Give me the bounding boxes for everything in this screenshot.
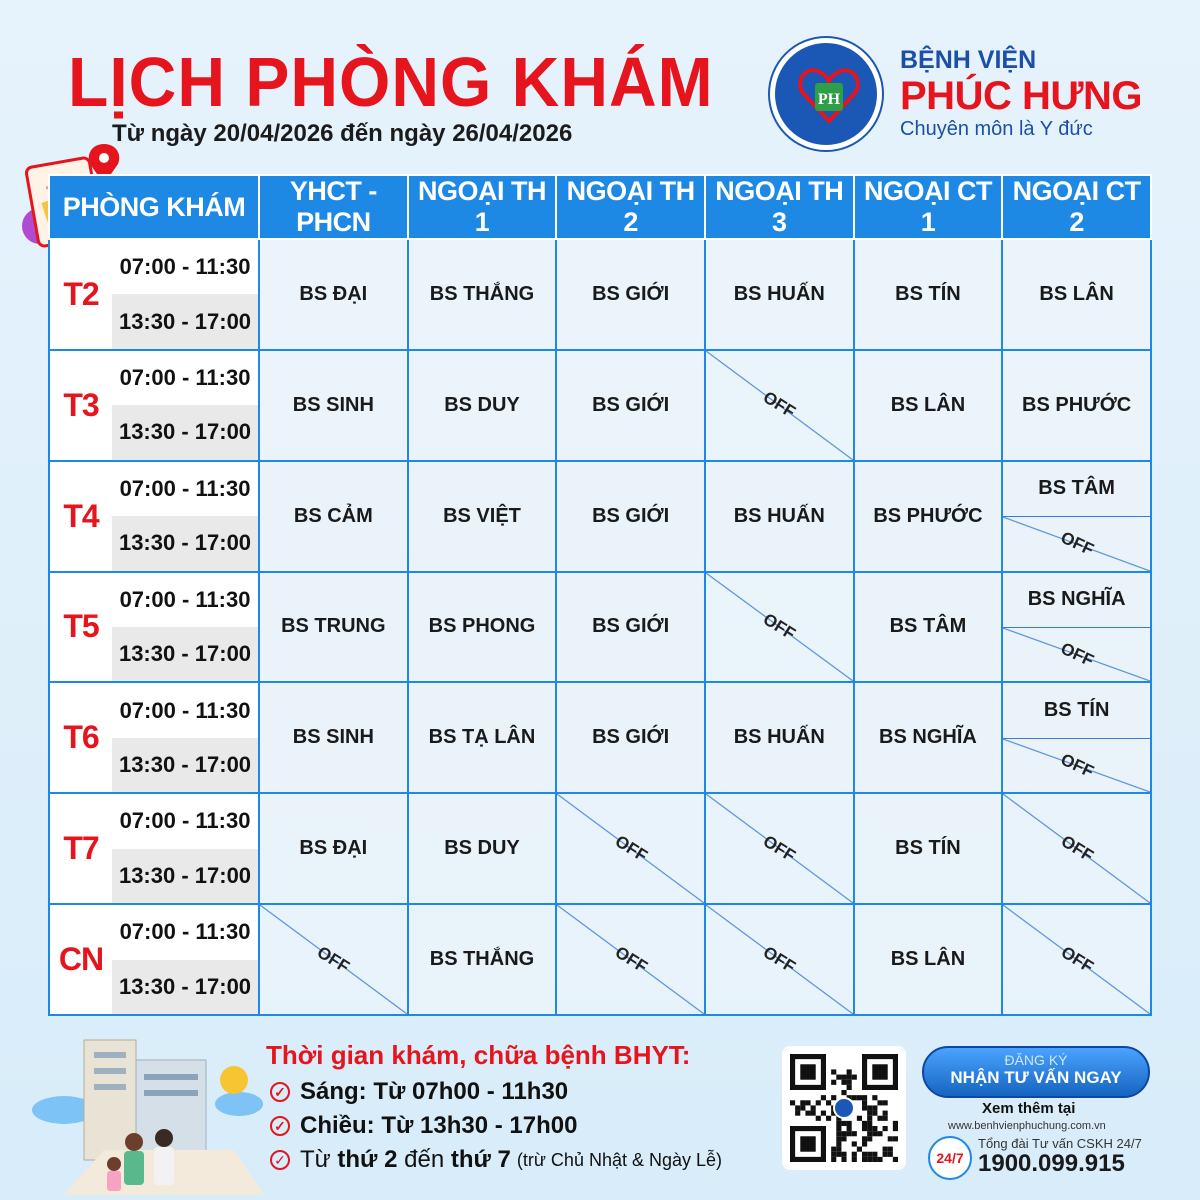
off-label: OFF bbox=[1057, 831, 1097, 866]
doctor-cell: BS GIỚI bbox=[556, 461, 705, 572]
doctor-cell: BS GIỚI bbox=[556, 682, 705, 793]
doctor-cell: BS SINH bbox=[259, 350, 408, 461]
day-cell bbox=[49, 350, 259, 461]
column-header: NGOẠI TH 3 bbox=[705, 175, 854, 239]
column-header: YHCT - PHCN bbox=[259, 175, 408, 239]
check-icon: ✓ bbox=[270, 1116, 290, 1136]
off-label: OFF bbox=[1057, 638, 1097, 670]
off-cell bbox=[705, 793, 854, 904]
day-cell bbox=[49, 682, 259, 793]
off-label: OFF bbox=[760, 831, 800, 866]
afternoon-slot: 13:30 - 17:00 bbox=[112, 516, 258, 570]
doctor-cell: BS TÍN bbox=[854, 793, 1003, 904]
doctor-cell: BS NGHĨA bbox=[854, 682, 1003, 793]
doctor-cell: BS VIỆT bbox=[408, 461, 557, 572]
off-cell bbox=[1002, 904, 1151, 1015]
hotline-number[interactable]: 1900.099.915 bbox=[978, 1150, 1125, 1177]
hospital-logo bbox=[770, 38, 882, 150]
doctor-cell: BS TRUNG bbox=[259, 572, 408, 683]
column-header: NGOẠI CT 1 bbox=[854, 175, 1003, 239]
doctor-cell: BS PHONG bbox=[408, 572, 557, 683]
doctor-cell: BS DUY bbox=[408, 350, 557, 461]
off-label: OFF bbox=[314, 942, 354, 977]
check-icon: ✓ bbox=[270, 1150, 290, 1170]
table-row bbox=[49, 793, 1151, 904]
day-label: T2 bbox=[63, 275, 99, 312]
doctor-cell: BS ĐẠI bbox=[259, 239, 408, 350]
brand-slogan: Chuyên môn là Y đức bbox=[900, 118, 1093, 140]
off-cell bbox=[705, 572, 854, 683]
day-cell bbox=[49, 572, 259, 683]
doctor-cell: BS HUẤN bbox=[705, 682, 854, 793]
doctor-cell: BS SINH bbox=[259, 682, 408, 793]
afternoon-slot: 13:30 - 17:00 bbox=[112, 849, 258, 903]
off-label: OFF bbox=[760, 387, 800, 422]
morning-slot: 07:00 - 11:30 bbox=[119, 365, 251, 391]
off-label: OFF bbox=[1057, 527, 1097, 560]
page-title: LỊCH PHÒNG KHÁM bbox=[68, 43, 714, 121]
off-cell bbox=[705, 350, 854, 461]
column-header: NGOẠI TH 1 bbox=[408, 175, 557, 239]
day-label: CN bbox=[58, 941, 104, 978]
doctor-cell: BS GIỚI bbox=[556, 572, 705, 683]
off-afternoon bbox=[1003, 516, 1150, 570]
off-cell bbox=[556, 904, 705, 1015]
day-label: T5 bbox=[63, 608, 99, 645]
doctor-cell: BS TÍN bbox=[854, 239, 1003, 350]
split-cell bbox=[1002, 461, 1151, 572]
heart-cross-icon bbox=[797, 63, 861, 127]
day-label: T4 bbox=[63, 497, 99, 534]
off-label: OFF bbox=[1057, 749, 1097, 781]
morning-slot: 07:00 - 11:30 bbox=[119, 808, 251, 834]
svg-text:PH: PH bbox=[817, 91, 841, 108]
off-cell bbox=[259, 904, 408, 1015]
off-cell bbox=[1002, 793, 1151, 904]
doctor-cell: BS HUẤN bbox=[705, 239, 854, 350]
afternoon-slot: 13:30 - 17:00 bbox=[112, 294, 258, 348]
register-consult-button[interactable]: ĐĂNG KÝ NHẬN TƯ VẤN NGAY bbox=[922, 1046, 1150, 1098]
morning-slot: 07:00 - 11:30 bbox=[119, 586, 251, 612]
bhyt-note: (trừ Chủ Nhật & Ngày Lễ) bbox=[516, 1149, 723, 1170]
column-header: NGOẠI TH 2 bbox=[556, 175, 705, 239]
off-cell bbox=[556, 793, 705, 904]
doctor-cell: BS CẢM bbox=[259, 461, 408, 572]
doctor-cell: BS PHƯỚC bbox=[854, 461, 1003, 572]
off-label: OFF bbox=[760, 942, 800, 977]
day-label: T7 bbox=[63, 830, 99, 867]
doctor-cell: BS HUẤN bbox=[705, 461, 854, 572]
table-row bbox=[49, 682, 1151, 793]
day-cell bbox=[49, 904, 259, 1015]
qr-code[interactable] bbox=[782, 1046, 906, 1170]
doctor-cell: BS TẠ LÂN bbox=[408, 682, 557, 793]
website-link[interactable]: www.benhvienphuchung.com.vn bbox=[948, 1120, 1106, 1132]
day-cell bbox=[49, 461, 259, 572]
afternoon-slot: 13:30 - 17:00 bbox=[112, 960, 258, 1014]
bhyt-afternoon: ✓ Chiều: Từ 13h30 - 17h00 bbox=[270, 1112, 577, 1140]
off-cell bbox=[705, 904, 854, 1015]
bhyt-morning: ✓ Sáng: Từ 07h00 - 11h30 bbox=[270, 1078, 568, 1106]
table-row bbox=[49, 350, 1151, 461]
table-row bbox=[49, 461, 1151, 572]
morning-slot: 07:00 - 11:30 bbox=[119, 697, 251, 723]
hotline-247-icon: 24/7 bbox=[928, 1136, 972, 1180]
see-more-label: Xem thêm tại bbox=[982, 1100, 1076, 1117]
table-row bbox=[49, 904, 1151, 1015]
split-cell bbox=[1002, 572, 1151, 683]
brand-name: PHÚC HƯNG bbox=[900, 74, 1143, 118]
morning-slot: 07:00 - 11:30 bbox=[119, 919, 251, 945]
hospital-building-illustration bbox=[24, 1030, 264, 1195]
table-row bbox=[49, 572, 1151, 683]
corner-header: PHÒNG KHÁM bbox=[49, 175, 259, 239]
schedule-table bbox=[48, 174, 1152, 1016]
bhyt-title: Thời gian khám, chữa bệnh BHYT: bbox=[266, 1040, 691, 1070]
doctor-cell: BS DUY bbox=[408, 793, 557, 904]
day-cell bbox=[49, 239, 259, 350]
off-afternoon bbox=[1003, 627, 1150, 681]
doctor-cell: BS THẮNG bbox=[408, 904, 557, 1015]
doctor-cell: BS LÂN bbox=[854, 904, 1003, 1015]
afternoon-slot: 13:30 - 17:00 bbox=[112, 738, 258, 792]
day-label: T6 bbox=[63, 719, 99, 756]
off-afternoon bbox=[1003, 738, 1150, 792]
doctor-morning: BS TÍN bbox=[1043, 699, 1110, 722]
doctor-cell: BS GIỚI bbox=[556, 350, 705, 461]
table-row bbox=[49, 239, 1151, 350]
doctor-morning: BS NGHĨA bbox=[1027, 588, 1126, 611]
bhyt-days: ✓ Từ thứ 2 đến thứ 7 (trừ Chủ Nhật & Ngày Lễ) bbox=[270, 1146, 722, 1174]
off-label: OFF bbox=[611, 831, 651, 866]
day-label: T3 bbox=[63, 386, 99, 423]
doctor-cell: BS GIỚI bbox=[556, 239, 705, 350]
afternoon-slot: 13:30 - 17:00 bbox=[112, 627, 258, 681]
morning-slot: 07:00 - 11:30 bbox=[119, 254, 251, 280]
hotline-label: Tổng đài Tư vấn CSKH 24/7 bbox=[978, 1136, 1142, 1151]
afternoon-slot: 13:30 - 17:00 bbox=[112, 405, 258, 459]
split-cell bbox=[1002, 682, 1151, 793]
off-label: OFF bbox=[1057, 942, 1097, 977]
doctor-cell: BS TÂM bbox=[854, 572, 1003, 683]
doctor-cell: BS LÂN bbox=[1002, 239, 1151, 350]
column-header: NGOẠI CT 2 bbox=[1002, 175, 1151, 239]
doctor-cell: BS PHƯỚC bbox=[1002, 350, 1151, 461]
doctor-cell: BS THẮNG bbox=[408, 239, 557, 350]
doctor-morning: BS TÂM bbox=[1038, 477, 1115, 500]
brand-prefix: BỆNH VIỆN bbox=[900, 46, 1037, 74]
morning-slot: 07:00 - 11:30 bbox=[119, 475, 251, 501]
doctor-cell: BS LÂN bbox=[854, 350, 1003, 461]
off-label: OFF bbox=[611, 942, 651, 977]
check-icon: ✓ bbox=[270, 1082, 290, 1102]
day-cell bbox=[49, 793, 259, 904]
date-range: Từ ngày 20/04/2026 đến ngày 26/04/2026 bbox=[112, 120, 573, 147]
off-label: OFF bbox=[760, 609, 800, 644]
doctor-cell: BS ĐẠI bbox=[259, 793, 408, 904]
